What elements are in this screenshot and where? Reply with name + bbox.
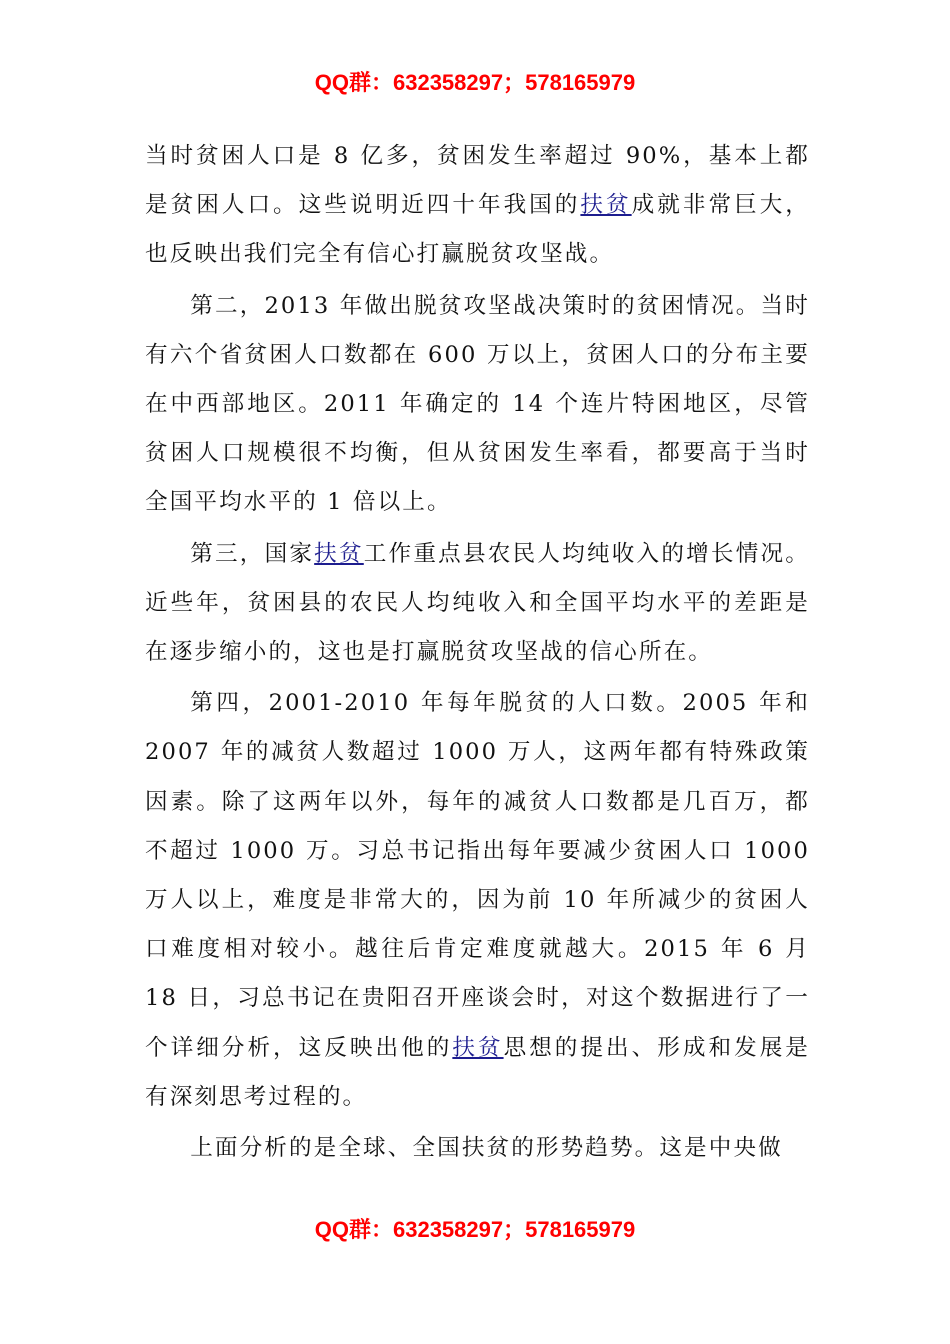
link-fupin-2[interactable]: 扶贫 — [314, 540, 364, 567]
document-body — [145, 132, 810, 1173]
paragraph-2: 第二，2013 年做出脱贫攻坚战决策时的贫困情况。当时有六个省贫困人口数都在 600 万以上，贫困人口的分布主要在中西部地区。2011 年确定的 14 个连片特困地区，尽管贫困人口规模很不均衡，但从贫困发生率看，都要高于当时全国平均水平的 1 倍以上。 — [145, 292, 810, 516]
paragraph-4-text-a: 第四，2001-2010 年每年脱贫的人口数。2005 年和 2007 年的减贫人数超过 1000 万人，这两年都有特殊政策因素。除了这两年以外，每年的减贫人口数都是几百万，都不超过 1000 万。习总书记指出每年要减少贫困人口 1000 万人以上，难度是非常大的，因为前 10 年所减少的贫困人口难度相对较小。越往后肯定难度就越大。2015 年 6 月 18 日，习总书记在贵阳召开座谈会时，对这个数据进行了一个详细分析，这反映出他的 — [145, 690, 810, 1061]
page-header-qq-group: QQ群：632358297；578165979 — [314, 70, 636, 95]
paragraph-4-text-b: 思想的提出、形成和发展是有深刻思考过程的。 — [145, 1034, 811, 1110]
paragraph-1 — [145, 132, 810, 280]
paragraph-5: 上面分析的是全球、全国扶贫的形势趋势。这是中央做 — [190, 1135, 783, 1162]
paragraph-3 — [145, 530, 810, 678]
page-footer-qq-group: QQ群：632358297；578165979 — [314, 1217, 636, 1242]
paragraph-4 — [145, 679, 810, 1122]
link-fupin-3[interactable]: 扶贫 — [452, 1034, 504, 1061]
paragraph-3-text-a: 第三，国家 — [190, 540, 315, 567]
paragraph-3-text-b: 工作重点县农民人均纯收入的增长情况。近些年，贫困县的农民人均纯收入和全国平均水平的差距是在逐步缩小的，这也是打赢脱贫攻坚战的信心所在。 — [145, 540, 810, 666]
paragraph-1-text-a: 当时贫困人口是 8 亿多，贫困发生率超过 90%，基本上都是贫困人口。这些说明近四十年我国的 — [145, 143, 810, 219]
link-fupin-1[interactable]: 扶贫 — [580, 192, 632, 219]
paragraph-1-text-b: 成就非常巨大，也反映出我们完全有信心打赢脱贫攻坚战。 — [145, 192, 811, 268]
